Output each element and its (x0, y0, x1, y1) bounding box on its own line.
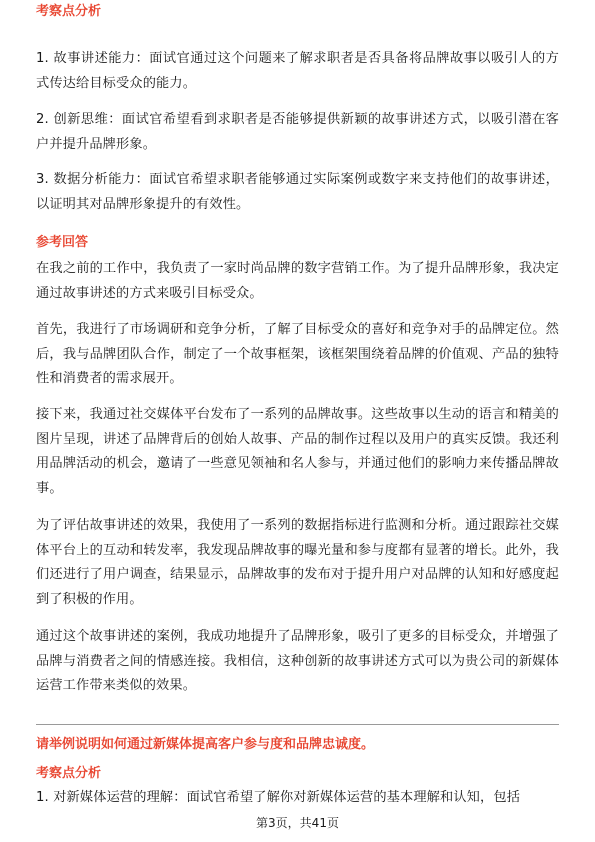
section-heading-analysis: 考察点分析 (36, 4, 102, 19)
analysis-item: 2. 创新思维：面试官希望看到求职者是否能够提供新颖的故事讲述方式，以吸引潜在客户并提升品牌形象。 (36, 112, 559, 152)
answer-paragraph: 为了评估故事讲述的效果，我使用了一系列的数据指标进行监测和分析。通过跟踪社交媒体平台上的互动和转发率，我发现品牌故事的曝光量和参与度都有显著的增长。此外，我们还进行了用户调查，结果显示，品牌故事的发布对于提升用户对品牌的认知和好感度起到了积极的作用。 (36, 518, 559, 607)
analysis-item: 1. 对新媒体运营的理解：面试官希望了解你对新媒体运营的基本理解和认知，包括 (36, 790, 521, 805)
page-number: 第3页，共41页 (256, 816, 339, 830)
answer-paragraph: 接下来，我通过社交媒体平台发布了一系列的品牌故事。这些故事以生动的语言和精美的图片呈现，讲述了品牌背后的创始人故事、产品的制作过程以及用户的真实反馈。我还利用品牌活动的机会，邀请了一些意见领袖和名人参与，并通过他们的影响力来传播品牌故事。 (36, 407, 559, 496)
question-heading: 请举例说明如何通过新媒体提高客户参与度和品牌忠诚度。 (36, 737, 375, 752)
section-divider (36, 724, 559, 725)
section-heading-answer: 参考回答 (36, 235, 89, 250)
analysis-item: 1. 故事讲述能力：面试官通过这个问题来了解求职者是否具备将品牌故事以吸引人的方式传达给目标受众的能力。 (36, 51, 559, 91)
answer-paragraph: 在我之前的工作中，我负责了一家时尚品牌的数字营销工作。为了提升品牌形象，我决定通过故事讲述的方式来吸引目标受众。 (36, 261, 559, 301)
analysis-item: 3. 数据分析能力：面试官希望求职者能够通过实际案例或数字来支持他们的故事讲述，以证明其对品牌形象提升的有效性。 (36, 172, 559, 212)
answer-paragraph: 通过这个故事讲述的案例，我成功地提升了品牌形象，吸引了更多的目标受众，并增强了品牌与消费者之间的情感连接。我相信，这种创新的故事讲述方式可以为贵公司的新媒体运营工作带来类似的效果。 (36, 629, 559, 693)
section-heading-analysis: 考察点分析 (36, 766, 102, 781)
answer-paragraph: 首先，我进行了市场调研和竞争分析，了解了目标受众的喜好和竞争对手的品牌定位。然后，我与品牌团队合作，制定了一个故事框架，该框架围绕着品牌的价值观、产品的独特性和消费者的需求展开。 (36, 322, 559, 386)
